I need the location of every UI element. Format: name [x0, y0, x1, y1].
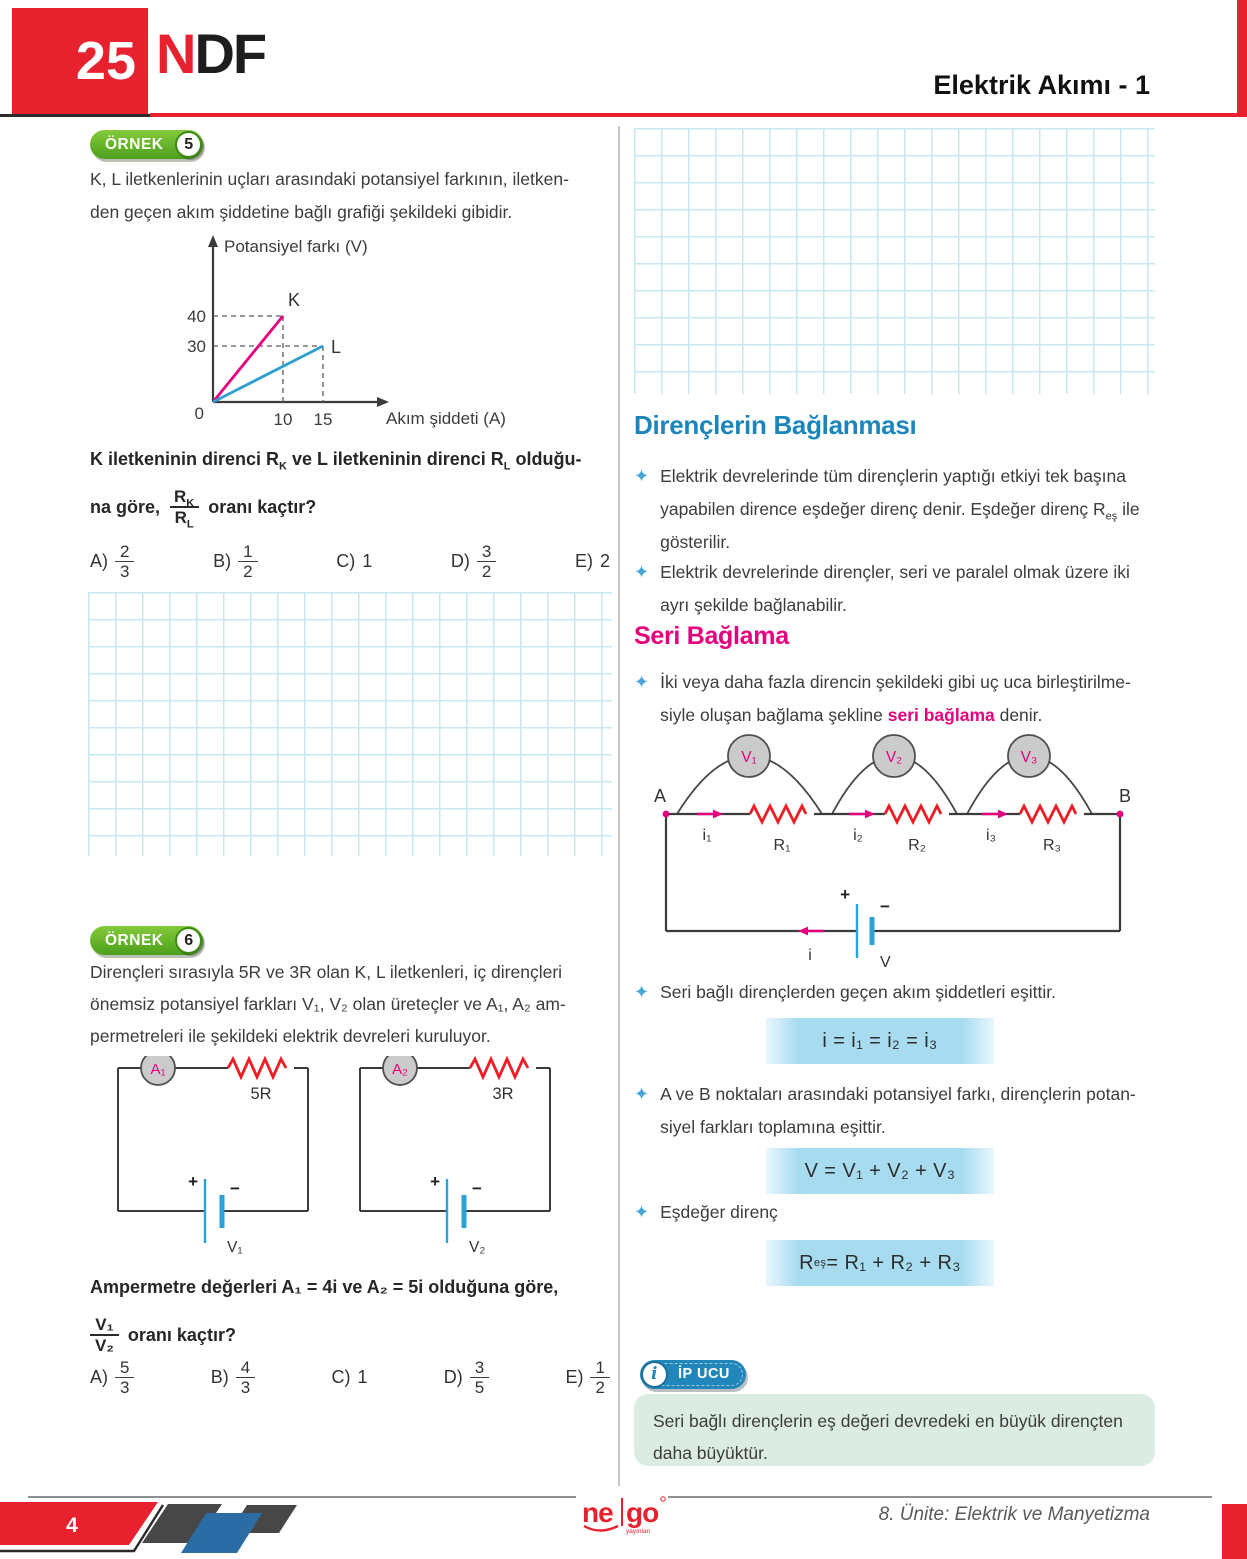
option-fraction	[236, 1358, 255, 1397]
bullet-line: siyel farkları toplamına eşittir.	[660, 1117, 886, 1137]
series-k-label: K	[288, 290, 301, 310]
battery2-icon	[447, 1179, 464, 1243]
question-fraction	[169, 486, 199, 531]
example5-options	[90, 542, 610, 581]
tip-line: Seri bağlı dirençlerin eş değeri devredeki en büyük dirençten	[653, 1411, 1123, 1431]
formula-current-equality: i = i₁ = i₂ = i₃	[766, 1018, 994, 1064]
intro-line: permetreleri ile şekildeki elektrik devreleri kuruluyor.	[90, 1026, 491, 1046]
worksheet-grid-right	[634, 128, 1155, 394]
fraction-numerator: 3	[481, 542, 492, 561]
page-number-banner	[0, 1502, 158, 1545]
example5-badge-pill	[90, 130, 203, 159]
option-c	[336, 551, 372, 572]
fraction-denominator	[170, 506, 199, 531]
tip-badge-label: İP UCU	[678, 1366, 730, 1382]
page-number: 4	[66, 1514, 78, 1537]
highlighted-term: seri bağlama	[887, 705, 995, 725]
battery2-minus: −	[472, 1179, 482, 1198]
section-heading-seri-baglama: Seri Bağlama	[634, 622, 789, 650]
fraction-text: R	[174, 486, 187, 506]
option-label: B)	[213, 551, 232, 572]
option-e	[565, 1358, 609, 1397]
graph-axes	[213, 244, 380, 402]
question-text: oranı kaçtır?	[208, 497, 317, 517]
series-l-label: L	[331, 337, 342, 357]
footer-rule-right	[666, 1496, 1212, 1498]
logo-ne: ne	[582, 1497, 613, 1528]
star-bullet-icon: ✦	[634, 466, 650, 486]
question-text: ve L iletkeninin direnci R	[287, 449, 504, 469]
example6-badge	[90, 926, 203, 955]
example6-badge-label: ÖRNEK	[105, 932, 164, 949]
header-rule-dark	[0, 114, 150, 117]
header-rule-red	[150, 113, 1247, 117]
subscript: K	[186, 497, 195, 510]
bullet-text	[660, 556, 1130, 622]
option-label: C)	[336, 551, 356, 572]
x-tick-15: 15	[313, 410, 333, 429]
example6-badge-number: 6	[175, 927, 202, 954]
battery2-plus: +	[430, 1172, 440, 1191]
battery1-minus: −	[230, 1179, 240, 1198]
resistor-5r	[228, 1059, 286, 1077]
current1-label: i₁	[702, 827, 712, 844]
option-b	[211, 1358, 255, 1397]
footer-unit-label: 8. Ünite: Elektrik ve Manyetizma	[878, 1504, 1150, 1525]
circuit2-wires	[360, 1068, 550, 1211]
header-number: 25	[75, 31, 136, 91]
battery-plus: +	[840, 885, 850, 904]
option-fraction	[115, 1358, 134, 1397]
bullet-segment: denir.	[994, 705, 1043, 725]
bullet-text	[660, 1196, 778, 1229]
battery1-icon	[205, 1179, 222, 1243]
section-heading-direnclerin-baglanmasi: Dirençlerin Bağlanması	[634, 410, 917, 440]
intro-line: Dirençleri sırasıyla 5R ve 3R olan K, L iletkenleri, iç dirençleri	[90, 962, 563, 982]
series-resistors	[750, 806, 1076, 822]
bullet-line: İki veya daha fazla direncin şekildeki gibi uç uca birleştirilme-	[660, 672, 1131, 692]
current2-label: i₂	[853, 827, 863, 844]
option-fraction	[115, 542, 134, 581]
question-text: K iletkeninin direnci R	[90, 449, 280, 469]
bullet-seri-paralel	[634, 556, 1155, 622]
tip-box	[634, 1394, 1155, 1466]
fraction-denominator: 2	[477, 561, 496, 581]
question-text: na göre,	[90, 497, 161, 517]
question-line1	[90, 444, 617, 474]
x-axis-label: Akım şiddeti (A)	[386, 409, 506, 428]
bullet-line: Seri bağlı dirençlerden geçen akım şiddetleri eşittir.	[660, 982, 1056, 1002]
publisher-logo	[578, 1486, 668, 1542]
graph-dashed-guides	[213, 316, 323, 402]
example6-circuit2	[352, 1056, 557, 1256]
tip-badge-pill	[640, 1360, 746, 1389]
intro-line: den geçen akım şiddetine bağlı grafiği şekildeki gibidir.	[90, 202, 513, 222]
fraction-numerator: 4	[240, 1358, 251, 1377]
fraction-numerator: 3	[474, 1358, 485, 1377]
fraction-denominator: 3	[115, 1377, 134, 1397]
info-icon: i	[641, 1361, 668, 1388]
bullet-line: ayrı şekilde bağlanabilir.	[660, 595, 847, 615]
example5-badge-number: 5	[175, 131, 202, 158]
worksheet-grid-left	[88, 592, 612, 856]
ammeter1-label: A₁	[150, 1061, 166, 1078]
bullet-line: Elektrik devrelerinde tüm dirençlerin yaptığı etkiyi tek başına	[660, 466, 1127, 486]
battery-icon	[857, 904, 872, 958]
page-title: Elektrik Akımı - 1	[933, 70, 1150, 100]
option-b	[213, 542, 257, 581]
voltmeter2-label: V₂	[885, 749, 903, 766]
subscript: K	[279, 460, 287, 473]
example5-badge-label: ÖRNEK	[105, 136, 164, 153]
option-label: A)	[90, 1367, 108, 1388]
series-wires	[666, 814, 1120, 931]
series-k-line	[213, 316, 283, 402]
bullet-line: Eşdeğer direnç	[660, 1202, 778, 1222]
formula-equivalent-resistance: R eş = R₁ + R₂ + R₃	[766, 1240, 994, 1286]
fraction-numerator: V₁	[95, 1314, 114, 1334]
question-text: olduğu-	[510, 449, 582, 469]
option-c	[331, 1367, 367, 1388]
resistor1-label: R₁	[773, 837, 791, 854]
subscript: L	[186, 518, 194, 531]
intro-line: K, L iletkenlerinin uçları arasındaki potansiyel farkının, iletken-	[90, 169, 569, 189]
bullet-potansiyel-toplam	[634, 1078, 1155, 1144]
option-label: A)	[90, 551, 108, 572]
bullet-akim-esit	[634, 976, 1155, 1009]
question-fraction	[90, 1315, 119, 1355]
bullet-text	[660, 460, 1140, 559]
option-value: 1	[362, 551, 373, 572]
option-fraction	[477, 542, 496, 581]
subscript: L	[503, 460, 511, 473]
logo-subtext: yayınları	[626, 1528, 651, 1535]
option-d	[451, 542, 496, 581]
resistor2-label: 3R	[492, 1085, 514, 1103]
voltmeter3-label: V₃	[1020, 749, 1038, 766]
subscript: eş	[1105, 510, 1118, 523]
bullet-segment: yapabilen dirence eşdeğer direnç denir. Eşdeğer direnç R	[660, 499, 1106, 519]
resistor2-label: R₂	[908, 837, 926, 854]
star-bullet-icon: ✦	[634, 672, 650, 692]
bullet-line	[660, 493, 1140, 526]
example6-options	[90, 1358, 610, 1397]
tip-badge	[640, 1360, 746, 1389]
option-a	[90, 1358, 134, 1397]
battery-label: V	[880, 954, 891, 971]
battery2-label: V₂	[469, 1239, 486, 1256]
brand-letter-red: N	[156, 22, 195, 85]
example5-badge	[90, 130, 203, 159]
fraction-denominator: 2	[590, 1377, 609, 1397]
fraction-numerator: 5	[120, 1358, 130, 1377]
node-b-label: B	[1118, 786, 1131, 806]
main-current-label: i	[808, 947, 812, 964]
brand-letters-dark: DF	[194, 22, 266, 85]
footer-right-red-block	[1222, 1504, 1247, 1559]
star-bullet-icon: ✦	[634, 562, 650, 582]
y-tick-40: 40	[187, 307, 206, 326]
brand-logo	[156, 22, 266, 85]
example5-graph	[118, 228, 518, 442]
bullet-text	[660, 1078, 1136, 1144]
option-e	[575, 551, 610, 572]
formula-segment: = R₁ + R₂ + R₃	[826, 1251, 961, 1274]
bullet-segment: ile	[1117, 499, 1140, 519]
formula-segment: R	[799, 1251, 814, 1274]
bullet-segment: siyle oluşan bağlama şekline	[660, 705, 888, 725]
circuit1-wires	[118, 1068, 308, 1211]
bullet-text	[660, 976, 1056, 1009]
example6-circuit1	[110, 1056, 315, 1256]
node-a-label: A	[654, 786, 667, 806]
fraction-numerator: 2	[120, 542, 130, 561]
question-line2	[90, 478, 617, 536]
example6-badge-pill	[90, 926, 203, 955]
option-value: 2	[599, 551, 610, 572]
origin-label: 0	[194, 404, 204, 423]
header-number-box	[12, 8, 148, 114]
y-axis-arrow	[208, 235, 218, 247]
bullet-esdeger	[634, 1196, 1155, 1229]
option-label: C)	[331, 1367, 351, 1388]
option-fraction	[238, 542, 257, 581]
option-label: D)	[443, 1367, 463, 1388]
resistor1-label: 5R	[250, 1085, 272, 1103]
resistor-3r	[470, 1059, 528, 1077]
tip-line: daha büyüktür.	[653, 1443, 768, 1463]
fraction-denominator: 3	[236, 1377, 255, 1397]
voltmeter1-label: V₁	[741, 749, 757, 766]
battery1-label: V₁	[227, 1239, 243, 1256]
formula-voltage-sum: V = V₁ + V₂ + V₃	[766, 1148, 994, 1194]
node-b-dot	[1117, 811, 1124, 818]
option-label: B)	[210, 1367, 229, 1388]
bullet-line: gösterilir.	[660, 532, 731, 552]
x-axis-arrow	[377, 397, 389, 407]
intro-line: önemsiz potansiyel farkları V₁, V₂ olan üreteçler ve A₁, A₂ am-	[90, 994, 566, 1014]
series-l-line	[213, 346, 323, 402]
node-a-dot	[663, 811, 670, 818]
star-bullet-icon: ✦	[634, 982, 650, 1002]
option-fraction	[590, 1358, 609, 1397]
option-fraction	[470, 1358, 489, 1397]
question-line2	[90, 1306, 617, 1364]
footer-rule-left	[28, 1496, 576, 1498]
option-label: D)	[450, 551, 470, 572]
example5-question	[90, 444, 617, 536]
fraction-text: R	[174, 508, 187, 527]
header-right-bar	[1237, 0, 1247, 114]
bullet-line: A ve B noktaları arasındaki potansiyel farkı, dirençlerin potan-	[660, 1084, 1136, 1104]
fraction-denominator: 2	[238, 561, 257, 581]
example5-intro	[90, 163, 617, 229]
y-tick-30: 30	[187, 337, 206, 356]
column-divider	[618, 126, 620, 1496]
question-text: oranı kaçtır?	[127, 1325, 236, 1345]
fraction-numerator: 1	[243, 542, 253, 561]
footer-page-banner	[0, 1500, 360, 1559]
bullet-text	[660, 666, 1131, 732]
x-tick-10: 10	[273, 410, 293, 429]
battery1-plus: +	[188, 1172, 198, 1191]
option-label: E)	[565, 1367, 584, 1388]
logo-go: go	[626, 1497, 659, 1528]
option-a	[90, 542, 134, 581]
option-value: 1	[357, 1367, 368, 1388]
bullet-seri-baglama-tanim	[634, 666, 1155, 732]
option-label: E)	[574, 551, 593, 572]
fraction-numerator: 1	[595, 1358, 605, 1377]
star-bullet-icon: ✦	[634, 1202, 650, 1222]
y-axis-label: Potansiyel farkı (V)	[224, 237, 368, 256]
series-circuit-diagram	[652, 726, 1134, 971]
resistor3-label: R₃	[1042, 837, 1062, 854]
example6-intro	[90, 956, 620, 1052]
option-d	[444, 1358, 489, 1397]
fraction-denominator: V₂	[90, 1334, 119, 1355]
current3-label: i₃	[985, 827, 997, 844]
ammeter2-label: A₂	[392, 1061, 408, 1078]
example6-question	[90, 1272, 617, 1364]
fraction-numerator	[169, 486, 199, 510]
question-line1: Ampermetre değerleri A₁ = 4i ve A₂ = 5i olduğuna göre,	[90, 1277, 559, 1297]
bullet-esdeger-direnc	[634, 460, 1155, 559]
star-bullet-icon: ✦	[634, 1084, 650, 1104]
fraction-denominator: 3	[115, 561, 134, 581]
main-current-arrow	[798, 927, 824, 936]
fraction-denominator: 5	[470, 1377, 489, 1397]
bullet-line: Elektrik devrelerinde dirençler, seri ve paralel olmak üzere iki	[660, 562, 1130, 582]
battery-minus: −	[880, 897, 890, 916]
